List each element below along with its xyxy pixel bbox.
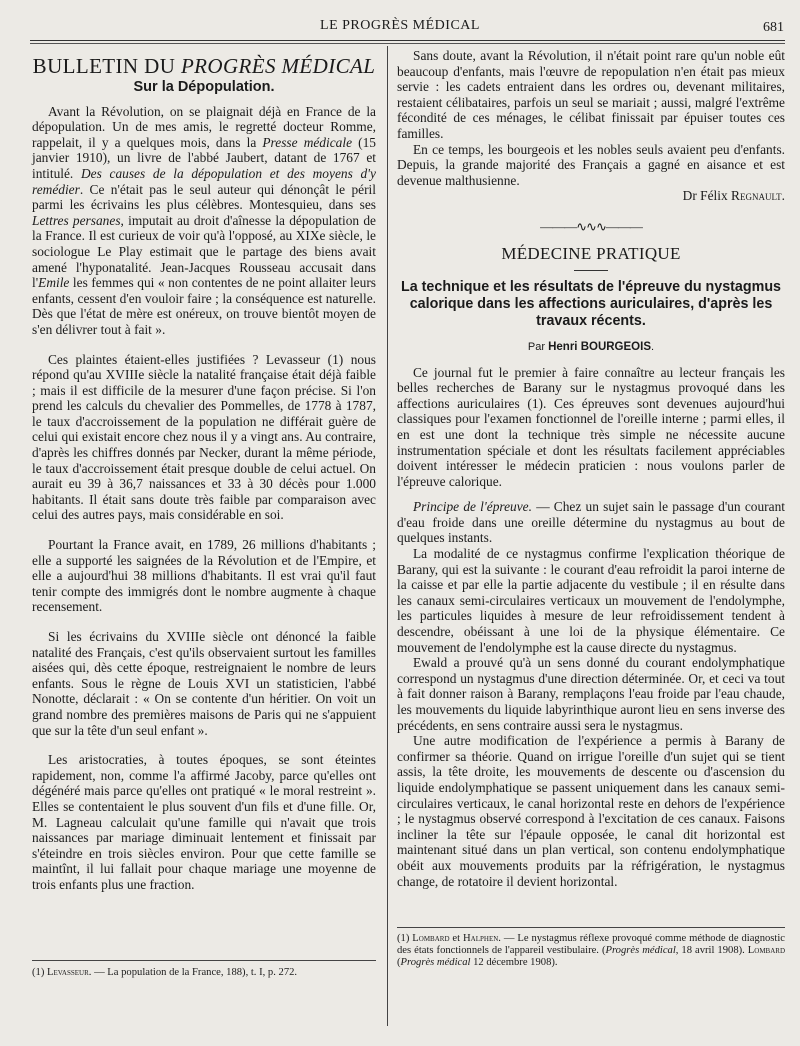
section-title: MÉDECINE PRATIQUE xyxy=(501,243,681,263)
paragraph: En ce temps, les bourgeois et les nobles seuls avaient peu d'enfants. Depuis, la grande majorité des Français a gagné en aisance et est devenue malthusienne. xyxy=(397,141,785,188)
footnote-rule xyxy=(397,927,785,928)
italic-run: Des causes de la dépopulation et des moyens d'y remédier xyxy=(32,165,376,197)
footnote-author: Lombard xyxy=(412,933,450,944)
italic-run: Emile xyxy=(38,275,70,291)
bulletin-title xyxy=(32,54,376,78)
text-run: et xyxy=(449,933,464,944)
italic-run: Lettres persanes xyxy=(32,212,121,228)
paragraph: Une autre modification de l'expérience a permis à Barany de confirmer sa théorie. Quand on irrigue l'oreille d'un sujet qui se tient assis, la tête droite, les mouvements de descente ou d'ascension du liquide endolymphatique se passent uniquement dans les canaux semi-circulaires verticaux, le canal horizontal reste en dehors de l'expérience ; le nystagmus observé correspond à l'excitation de ces canaux. Faisons incliner la tête sur l'épaule opposée, le canal dit horizontal est maintenant situé dans un plan vertical, son contenu endolymphatique obéit aux mouvements produits par la réfrigération, le nystagmus change, de rotatoire il devient horizontal. xyxy=(397,733,785,889)
ornament-divider: ———∿∿∿——— xyxy=(540,218,642,234)
bulletin-title-part2: PROGRÈS MÉDICAL xyxy=(180,54,376,78)
footnote-author: Levasseur xyxy=(47,967,89,978)
text-run: , 18 avril 1908). xyxy=(675,945,748,957)
italic-run: Progrès médical xyxy=(605,945,676,957)
left-column xyxy=(32,48,376,893)
article-title: Sur la Dépopulation. xyxy=(133,79,275,95)
paragraph: La modalité de ce nystagmus confirme l'explication théorique de Barany, qui est la suivante : le courant d'eau refroidit la paroi interne de la caisse et par elle la partie adjacente du vestibule ; il en résulte dans les canaux semi-circulaires verticaux un mouvement de l'endolymphe, les particules liquides à mesure de leur refroidissement tendent à descendre, obéissant à une loi de la physique élémentaire. Ce mouvement de l'endolymphe est la cause directe du nystagmus. xyxy=(397,546,785,655)
header-rule xyxy=(30,40,785,41)
paragraph: Pourtant la France avait, en 1789, 26 millions d'habitants ; elle a supporté les saignées de la Révolution et de l'Empire, et elle a aujourd'hui 38 millions d'habitants. Il est vrai qu'il faut tenir compte des immigrés dont le nombre augmente à chaque recensement. xyxy=(32,537,376,615)
paragraph xyxy=(32,104,376,338)
italic-run: Presse médicale xyxy=(262,134,353,150)
paragraph: Les aristocraties, à toutes époques, se sont éteintes rapidement, non, comme l'a affirmé Jacoby, parce qu'elles ont dégénéré mais parce qu'elles ont pratiqué « le moral restreint ». Elles se contentaient le plus souvent d'un fils et d'une fille. Or, M. Lagneau calculait qu'une famille qui n'avait que trois naissances par mariage diminuait lentement et finissait par s'éteindre en trois siècles environ. Pour que cette famille se maintînt, il lui fallait pour chaque mariage une moyenne de trois enfants plus une fraction. xyxy=(32,752,376,892)
page-number: 681 xyxy=(763,20,784,35)
footnote-author: Lombard xyxy=(747,945,785,957)
text-run: Par xyxy=(527,340,549,353)
header-rule-thin xyxy=(30,43,785,44)
italic-run: Principe de l'épreuve. xyxy=(413,499,532,515)
footnote-left xyxy=(32,960,376,979)
text-run: (1) xyxy=(397,933,413,944)
footnote-rule xyxy=(32,960,376,961)
text-run: . — La population de la France, 188), t. I, p. 272. xyxy=(88,967,298,978)
footnote-author: Halphen xyxy=(463,933,499,944)
journal-title: LE PROGRÈS MÉDICAL xyxy=(320,18,480,33)
text-run: . — Le nystagmus réflexe provoqué comme méthode de diagnostic des états fonctionnels de l'appareil vestibulaire. ( xyxy=(397,933,785,957)
byline xyxy=(397,340,785,356)
text-run: Avant la Révolution, on se plaignait déjà en France de la dépopulation. Un de mes amis, le regretté docteur Romme, rappelait, il y a quelques mois, dans la xyxy=(32,103,376,150)
practice-article-title: La technique et les résultats de l'épreuve du nystagmus calorique dans les affections auriculaires, d'après les travaux récents. xyxy=(401,278,781,329)
text-run: . Ce n'était pas le seul auteur qui dénonçât le péril parmi les écrivains les plus célèbres. Montesquieu, dans ses xyxy=(32,181,376,213)
paragraph: Ces plaintes étaient-elles justifiées ? Levasseur (1) nous répond qu'au XVIIIe siècle la natalité française était déjà faible ; mais il est difficile de la mesurer d'une façon précise. Si l'on prend les calculs du chevalier des Pommelles, de 1778 à 1787, le taux d'accroissement de la population ne différait guère de celui qui existait encore chez nous il y a vingt ans. Au contraire, d'après les chiffres donnés par Necker, durant la même période, le taux d'accroissement était presque double de celui actuel. On aurait eu 39 à 36,7 naissances et 33 à 30 décès pour 1.000 habitants. Il était sans doute très faible par comparaison avec celui des autres pays, mais considérable en soi. xyxy=(32,351,376,523)
text-run: (15 janvier 1910), un livre de l'abbé Jaubert, datant de 1767 et intitulé. xyxy=(32,134,376,181)
signature xyxy=(397,188,785,204)
text-run: . xyxy=(651,340,655,353)
column-divider xyxy=(387,46,388,1026)
text-run: ( xyxy=(397,957,401,969)
italic-run: Progrès médical xyxy=(400,957,471,969)
text-run: Dr Félix xyxy=(682,188,732,204)
section-rule xyxy=(574,270,608,271)
paragraph: Sans doute, avant la Révolution, il n'était point rare qu'un noble eût beaucoup d'enfants, mais l'œuvre de repopulation n'en était pas mieux servie : les cadets entraient dans les ordres ou, devenant militaires, restaient célibataires, parfois un seul se mariait ; aussi, malgré l'extrême fécondité de ces ménages, le célibat finissait par épuiser toutes ces familles. xyxy=(397,48,785,141)
bulletin-title-part1: BULLETIN DU xyxy=(32,54,181,78)
text-run: . xyxy=(781,188,785,204)
paragraph: Ce journal fut le premier à faire connaître au lecteur français les belles recherches de Barany sur le nystagmus provoqué dans les affections auriculaires (1). Ces épreuves sont devenues aujourd'hui classiques pour l'examen fonctionnel de l'oreille interne ; parmi elles, il en est une dont la technique très simple ne nécessite aucune instrumentation spéciale et dont les résultats facilement appréciables doivent intéresser le médecin praticien : nous voulons parler de l'épreuve calorique. xyxy=(397,364,785,489)
text-run: (1) xyxy=(32,967,48,978)
paragraph: Ewald a prouvé qu'à un sens donné du courant endolymphatique correspond un nystagmus d'une direction déterminée. Or, et ceci va tout à fait donner raison à Barany, remplaçons l'eau froide par l'eau chaude, les mouvements du liquide labyrinthique auront lieu en sens inverse des précédents, en sens contraire aussi sera le nystagmus. xyxy=(397,655,785,733)
paragraph: Si les écrivains du XVIIIe siècle ont dénoncé la faible natalité des Français, c'est qu'ils observaient surtout les familles aisées qui, dès cette époque, restreignaient le nombre de leurs enfants. Sous le règne de Louis XVI un statisticien, l'abbé Nonotte, déclarait : « On se contente d'un héritier. On voit un grand nombre des premières maisons de Paris qui ne s'appuient que sur la tête d'un seul enfant ». xyxy=(32,629,376,738)
text-run: , imputait au droit d'aînesse la dépopulation de la France. Il est curieux de voir qu'à l'opposé, au XIXe siècle, le sociologue Le Play estimait que le partage des biens avait amené l'hyponatalité. Jean-Jacques Rousseau accusait dans l' xyxy=(32,212,376,291)
footnote-right xyxy=(397,927,785,970)
running-head xyxy=(0,18,800,38)
right-column xyxy=(397,48,785,889)
signature-name: Regnault xyxy=(731,188,782,204)
text-run: les femmes qui « non contentes de ne point allaiter leurs enfants, cessent d'en vouloir faire ; la conséquence est naturelle. Dès que l'état de mère est onéreux, on trouve bientôt moyen de s'en délivrer tout à fait ». xyxy=(32,275,376,337)
paragraph xyxy=(397,499,785,546)
text-run: 12 décembre 1908). xyxy=(470,957,558,969)
byline-author: Henri BOURGEOIS xyxy=(548,340,651,353)
text-run: — Chez un sujet sain le passage d'un courant d'eau froide dans une oreille détermine du nystagmus au bout de quelques instants. xyxy=(397,499,785,546)
